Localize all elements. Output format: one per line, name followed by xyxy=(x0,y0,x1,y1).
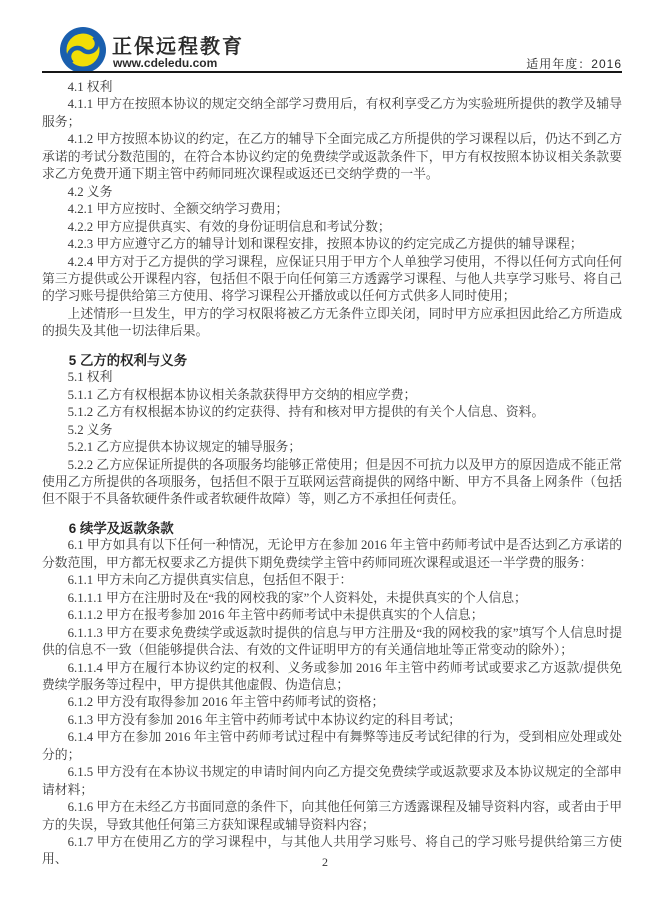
clause-4-2-2: 4.2.2 甲方应提供真实、有效的身份证明信息和考试分数； xyxy=(67,219,391,234)
clause-6-1-3: 6.1.3 甲方没有参加 2016 年主管中药师考试中本协议约定的科目考试； xyxy=(67,712,462,727)
clause-4-1: 4.1 权利 xyxy=(67,80,113,94)
clause-6-1-6: 6.1.6 甲方在未经乙方书面同意的条件下，向其他任何第三方透露课程及辅导资料内容，或者由于甲方的失误，导致其他任何第三方获知课程或辅导资料内容； xyxy=(42,800,622,832)
clause-6-1-1: 6.1.1 甲方未向乙方提供真实信息，包括但不限于： xyxy=(67,573,353,588)
clause-5-1-1: 5.1.1 乙方有权根据本协议相关条款获得甲方交纳的相应学费； xyxy=(67,387,417,402)
clause-6-1: 6.1 甲方如具有以下任何一种情况，无论甲方在参加 2016 年主管中药师考试中是否达到乙方承诺的分数范围，甲方都无权要求乙方提供下期免费续学主管中药师同班次课程或退还一半学费的服务： xyxy=(42,538,622,570)
section-6-heading: 6 续学及返款条款 xyxy=(68,520,174,536)
clause-4-1-2: 4.1.2 甲方按照本协议的约定，在乙方的辅导下全面完成乙方所提供的学习课程以后，仍达不到乙方承诺的考试分数范围的，在符合本协议约定的免费续学或返款条件下，甲方有权按照本协议相关条款要求乙方免费开通下期主管中药师同班次课程或返还已交纳学费的一半。 xyxy=(42,132,622,182)
clause-6-1-7: 6.1.7 甲方在使用乙方的学习课程中，与其他人共用学习账号、将自己的学习账号提供给第三方使用、 xyxy=(42,835,622,867)
clause-5-1-2: 5.1.2 乙方有权根据本协议的约定获得、持有和核对甲方提供的有关个人信息、资料。 xyxy=(67,405,545,420)
header-divider xyxy=(42,71,622,73)
clause-6-1-1-4: 6.1.1.4 甲方在履行本协议约定的权利、义务或参加 2016 年主管中药师考试或要求乙方返款/提供免费续学服务等过程中，甲方提供其他虚假、伪造信息； xyxy=(42,660,622,692)
clause-5-2-2: 5.2.2 乙方应保证所提供的各项服务均能够正常使用；但是因不可抗力以及甲方的原因造成不能正常使用乙方所提供的各项服务，包括但不限于互联网运营商提供的网络中断、甲方不具备上网条件（包括但不限于不具备软硬件条件或者软硬件故障）等，则乙方不承担任何责任。 xyxy=(42,457,622,507)
clause-5-2: 5.2 义务 xyxy=(67,422,113,437)
clause-4-2-1: 4.2.1 甲方应按时、全额交纳学习费用； xyxy=(67,202,289,217)
clause-6-1-4: 6.1.4 甲方在参加 2016 年主管中药师考试过程中有舞弊等违反考试纪律的行为，受到相应处理或处分的； xyxy=(42,730,622,762)
zhengbao-logo-icon xyxy=(60,27,106,73)
clause-6-1-1-1: 6.1.1.1 甲方在注册时及在“我的网校我的家”个人资料处，未提供真实的个人信息； xyxy=(67,590,527,605)
clause-4-2: 4.2 义务 xyxy=(67,184,113,199)
clause-4-2-4: 4.2.4 甲方对于乙方提供的学习课程，应保证只用于甲方个人单独学习使用，不得以任何方式向任何第三方提供或公开课程内容，包括但不限于向任何第三方透露学习课程、与他人共享学习账号、将自己的学习账号提供给第三方使用、将学习课程公开播放或以任何方式供多人同时使用； xyxy=(42,254,622,304)
brand-name: 正保远程教育 xyxy=(112,36,244,58)
clause-4-1-1: 4.1.1 甲方在按照本协议的规定交纳全部学习费用后，有权利享受乙方为实验班所提供的教学及辅导服务； xyxy=(42,97,622,129)
applicable-year-label: 适用年度：2016 xyxy=(526,57,622,71)
clause-6-1-2: 6.1.2 甲方没有取得参加 2016 年主管中药师考试的资格； xyxy=(67,695,385,710)
brand-url: www.cdeledu.com xyxy=(113,56,218,70)
clause-5-2-1: 5.2.1 乙方应提供本协议规定的辅导服务； xyxy=(67,440,302,455)
clause-4-2-3: 4.2.3 甲方应遵守乙方的辅导计划和课程安排，按照本协议的约定完成乙方提供的辅导课程； xyxy=(67,237,583,252)
section-5-heading: 5 乙方的权利与义务 xyxy=(68,352,188,368)
clause-4-2-4-note: 上述情形一旦发生，甲方的学习权限将被乙方无条件立即关闭，同时甲方应承担因此给乙方所造成的损失及其他一切法律后果。 xyxy=(42,306,622,339)
clause-5-1: 5.1 权利 xyxy=(67,370,113,385)
agreement-body xyxy=(42,79,622,869)
clause-6-1-5: 6.1.5 甲方没有在本协议书规定的申请时间内向乙方提交免费续学或返款要求及本协议规定的全部申请材料； xyxy=(42,765,622,797)
clause-6-1-1-2: 6.1.1.2 甲方在报考参加 2016 年主管中药师考试中未提供真实的个人信息； xyxy=(67,608,484,623)
page-number: 2 xyxy=(322,855,328,869)
clause-6-1-1-3: 6.1.1.3 甲方在要求免费续学或返款时提供的信息与甲方注册及“我的网校我的家”填写个人信息时提供的信息不一致（但能够提供合法、有效的文件证明甲方的有关通信地址等正常变动的除外）； xyxy=(42,625,622,658)
